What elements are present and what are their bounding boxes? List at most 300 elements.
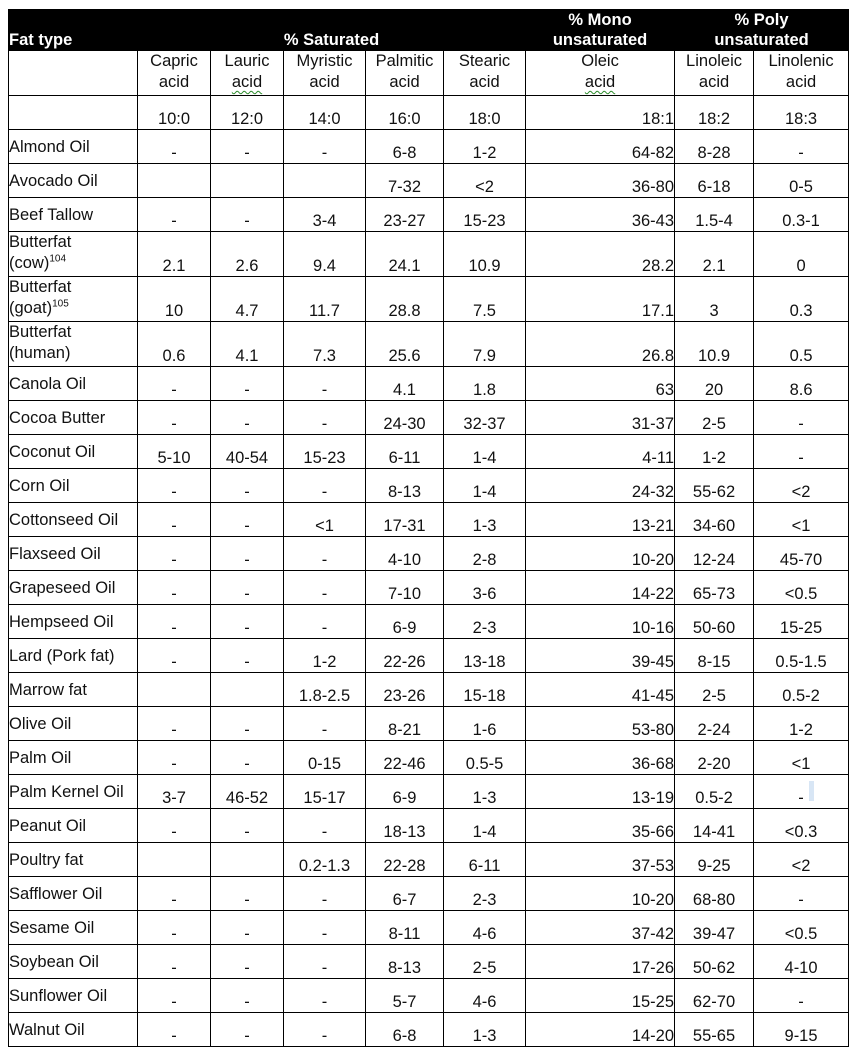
fat-name: Sunflower Oil	[9, 986, 108, 1005]
table-row	[9, 435, 849, 469]
value-cell: 8-13	[366, 945, 444, 979]
fat-name: Canola Oil	[9, 374, 87, 393]
value-cell: 0.5-1.5	[754, 639, 849, 673]
fat-name: Walnut Oil	[9, 1020, 85, 1039]
table-row	[9, 232, 849, 277]
value-cell: -	[138, 1013, 211, 1047]
value-cell: -	[284, 605, 366, 639]
value-cell: 8-13	[366, 469, 444, 503]
value-cell: 6-9	[366, 775, 444, 809]
value-cell: 1-3	[444, 503, 526, 537]
table-row	[9, 979, 849, 1013]
value-cell: -	[284, 571, 366, 605]
acid-name-line-2: acid	[158, 73, 190, 91]
value-cell: -	[138, 877, 211, 911]
table-row	[9, 741, 849, 775]
value-cell: 68-80	[675, 877, 754, 911]
acid-name-line-1: Palmitic	[375, 52, 434, 70]
fat-name-cell	[9, 639, 138, 673]
value-cell: -	[284, 911, 366, 945]
table-row	[9, 775, 849, 809]
value-cell: 2-5	[444, 945, 526, 979]
value-cell: -	[138, 911, 211, 945]
fat-name-qualifier: (goat)	[9, 299, 53, 317]
value-cell: -	[211, 945, 284, 979]
value-cell: 2-3	[444, 605, 526, 639]
value-cell: 2-8	[444, 537, 526, 571]
fat-name-cell	[9, 673, 138, 707]
value-cell: 11.7	[284, 277, 366, 322]
value-cell: 6-11	[366, 435, 444, 469]
table-row	[9, 673, 849, 707]
table-row	[9, 469, 849, 503]
value-cell: -	[211, 537, 284, 571]
acid-code-cell: 18:3	[754, 96, 849, 130]
value-cell: -	[138, 130, 211, 164]
acid-name-line-1: Capric	[150, 52, 198, 70]
value-cell: 1.8-2.5	[284, 673, 366, 707]
value-cell: -	[138, 707, 211, 741]
acid-name-line-2: acid	[469, 73, 500, 91]
acid-name-line-1: Linolenic	[768, 52, 834, 70]
value-cell: 0-15	[284, 741, 366, 775]
fat-name-cell	[9, 232, 138, 277]
value-cell: -	[138, 605, 211, 639]
fat-name-cell	[9, 367, 138, 401]
value-cell: -	[284, 537, 366, 571]
acid-name-line-2: acid	[389, 73, 420, 91]
value-cell: 14-20	[526, 1013, 675, 1047]
fat-name-cell	[9, 164, 138, 198]
fat-name: Poultry fat	[9, 850, 84, 869]
value-cell: 1-2	[444, 130, 526, 164]
value-cell: 3-7	[138, 775, 211, 809]
fat-name-cell	[9, 198, 138, 232]
value-cell: 9-15	[754, 1013, 849, 1047]
table-row	[9, 503, 849, 537]
acid-name-cell	[675, 51, 754, 96]
value-cell: -	[138, 945, 211, 979]
value-cell: 6-7	[366, 877, 444, 911]
value-cell: -	[211, 605, 284, 639]
fat-name-cell	[9, 435, 138, 469]
value-cell: 62-70	[675, 979, 754, 1013]
poly-header-line-2: unsaturated	[714, 31, 809, 49]
value-cell: 8-28	[675, 130, 754, 164]
value-cell: 2.1	[138, 232, 211, 277]
value-cell: 8-21	[366, 707, 444, 741]
value-cell: -	[211, 707, 284, 741]
acid-name-cell	[444, 51, 526, 96]
value-cell: 17.1	[526, 277, 675, 322]
value-cell: 4-10	[754, 945, 849, 979]
acid-name-cell	[754, 51, 849, 96]
value-cell: 7-32	[366, 164, 444, 198]
value-cell: 0.5-2	[754, 673, 849, 707]
value-cell: -	[138, 979, 211, 1013]
value-cell: 55-65	[675, 1013, 754, 1047]
value-cell: 50-62	[675, 945, 754, 979]
value-cell: 6-18	[675, 164, 754, 198]
value-cell: -	[211, 809, 284, 843]
value-cell: 22-26	[366, 639, 444, 673]
acid-code-cell: 14:0	[284, 96, 366, 130]
value-cell: -	[754, 130, 849, 164]
acid-code-cell: 16:0	[366, 96, 444, 130]
acid-name-line-1: Stearic	[458, 52, 511, 70]
value-cell: 1-2	[754, 707, 849, 741]
value-cell: -	[138, 367, 211, 401]
value-cell: 37-42	[526, 911, 675, 945]
value-cell: 1.8	[444, 367, 526, 401]
fat-name-qualifier-line	[9, 298, 137, 319]
table-row	[9, 367, 849, 401]
fat-name-cell	[9, 605, 138, 639]
value-cell: <1	[284, 503, 366, 537]
value-cell: 6-11	[444, 843, 526, 877]
value-cell: 15-23	[444, 198, 526, 232]
value-cell: 18-13	[366, 809, 444, 843]
acid-code-cell: 18:1	[526, 96, 675, 130]
table-row	[9, 198, 849, 232]
value-cell: 8-15	[675, 639, 754, 673]
fat-name-cell	[9, 277, 138, 322]
mono-header-line-1: % Mono	[568, 11, 632, 29]
fat-name: Flaxseed Oil	[9, 544, 101, 563]
value-cell: 5-10	[138, 435, 211, 469]
acid-name-line-2	[526, 72, 674, 93]
value-cell: 10-20	[526, 877, 675, 911]
value-cell: 65-73	[675, 571, 754, 605]
acid-code-cell: 18:2	[675, 96, 754, 130]
acid-name-cell	[526, 51, 675, 96]
value-cell: -	[211, 401, 284, 435]
value-cell: 13-19	[526, 775, 675, 809]
acid-name-line-2: acid	[698, 73, 730, 91]
value-cell: 39-47	[675, 911, 754, 945]
acid-name-row	[9, 51, 849, 96]
fat-name: Grapeseed Oil	[9, 578, 116, 597]
fat-name-cell	[9, 1013, 138, 1047]
value-cell	[138, 843, 211, 877]
fat-name-cell	[9, 537, 138, 571]
value-cell: 4.7	[211, 277, 284, 322]
value-cell	[211, 843, 284, 877]
value-cell: 0.3	[754, 277, 849, 322]
acid-name-line-1: Linoleic	[686, 52, 743, 70]
value-cell: 1-6	[444, 707, 526, 741]
value-cell: 25.6	[366, 322, 444, 367]
table-row	[9, 843, 849, 877]
value-cell: -	[138, 741, 211, 775]
fat-name-qualifier-line	[9, 343, 137, 364]
value-cell: 10-16	[526, 605, 675, 639]
fat-name: Lard (Pork fat)	[9, 646, 115, 665]
fat-name: Beef Tallow	[9, 205, 94, 224]
value-cell: -	[211, 639, 284, 673]
fat-name-cell	[9, 911, 138, 945]
value-cell: 35-66	[526, 809, 675, 843]
table-row	[9, 322, 849, 367]
value-cell: -	[211, 367, 284, 401]
value-cell: -	[138, 198, 211, 232]
value-cell: <0.3	[754, 809, 849, 843]
value-cell: 2-3	[444, 877, 526, 911]
value-cell: -	[211, 911, 284, 945]
value-cell: 63	[526, 367, 675, 401]
value-cell: 10-20	[526, 537, 675, 571]
saturated-group-header: % Saturated	[138, 10, 526, 51]
acid-name-blank	[9, 51, 138, 96]
value-cell	[138, 673, 211, 707]
fat-name: Butterfat	[9, 278, 72, 296]
value-cell: 6-9	[366, 605, 444, 639]
spellcheck-underline: acid	[231, 73, 263, 91]
value-cell: 28.2	[526, 232, 675, 277]
value-cell: 14-41	[675, 809, 754, 843]
value-cell: 22-28	[366, 843, 444, 877]
value-cell: 3-6	[444, 571, 526, 605]
value-cell: -	[138, 503, 211, 537]
value-cell: -	[211, 130, 284, 164]
table-row	[9, 809, 849, 843]
value-cell: 10	[138, 277, 211, 322]
value-cell: 15-17	[284, 775, 366, 809]
value-cell: -	[284, 130, 366, 164]
value-cell: 41-45	[526, 673, 675, 707]
table-row	[9, 877, 849, 911]
fat-name: Sesame Oil	[9, 918, 95, 937]
fat-name-cell	[9, 130, 138, 164]
acid-name-line-1: Oleic	[581, 52, 619, 70]
value-cell: 9.4	[284, 232, 366, 277]
value-cell: 1-2	[284, 639, 366, 673]
value-cell: -	[211, 503, 284, 537]
value-cell: 13-18	[444, 639, 526, 673]
value-cell: -	[284, 809, 366, 843]
fat-type-header: Fat type	[9, 10, 138, 51]
value-cell: 0.3-1	[754, 198, 849, 232]
table-row	[9, 911, 849, 945]
value-cell: 15-25	[754, 605, 849, 639]
acid-name-cell	[366, 51, 444, 96]
fat-name: Peanut Oil	[9, 816, 87, 835]
value-cell: 23-27	[366, 198, 444, 232]
value-cell: 2-5	[675, 401, 754, 435]
value-cell: -	[284, 367, 366, 401]
value-cell: -	[138, 469, 211, 503]
table-row	[9, 605, 849, 639]
fat-name: Hempseed Oil	[9, 612, 114, 631]
fat-name-cell	[9, 401, 138, 435]
value-cell: 1-3	[444, 1013, 526, 1047]
acid-name-line-2	[211, 72, 283, 93]
value-cell: 45-70	[754, 537, 849, 571]
value-cell: -	[754, 877, 849, 911]
value-cell: 5-7	[366, 979, 444, 1013]
fat-name: Cocoa Butter	[9, 408, 106, 427]
fat-name: Cottonseed Oil	[9, 510, 119, 529]
value-cell: -	[138, 537, 211, 571]
fat-name: Soybean Oil	[9, 952, 99, 971]
value-cell: 4.1	[211, 322, 284, 367]
value-cell: 28.8	[366, 277, 444, 322]
value-cell: 4-11	[526, 435, 675, 469]
value-cell: 31-37	[526, 401, 675, 435]
value-cell: <0.5	[754, 571, 849, 605]
fat-name-cell	[9, 469, 138, 503]
value-cell: 4.1	[366, 367, 444, 401]
value-cell: 7.3	[284, 322, 366, 367]
acid-code-row	[9, 96, 849, 130]
value-cell: 36-80	[526, 164, 675, 198]
value-cell: -	[211, 469, 284, 503]
value-cell: 0.6	[138, 322, 211, 367]
value-cell: 26.8	[526, 322, 675, 367]
value-cell: 39-45	[526, 639, 675, 673]
value-cell: 1-4	[444, 809, 526, 843]
value-cell: -	[284, 877, 366, 911]
fat-name: Olive Oil	[9, 714, 72, 733]
fat-name-cell	[9, 945, 138, 979]
value-cell: 8-11	[366, 911, 444, 945]
value-cell: 53-80	[526, 707, 675, 741]
value-cell: 13-21	[526, 503, 675, 537]
poly-header-line-1: % Poly	[734, 11, 789, 29]
value-cell: 12-24	[675, 537, 754, 571]
fat-name: Corn Oil	[9, 476, 70, 495]
fat-name: Palm Oil	[9, 748, 72, 767]
value-cell: 0.5-5	[444, 741, 526, 775]
acid-name-cell	[138, 51, 211, 96]
value-cell: 24-32	[526, 469, 675, 503]
value-cell: -	[754, 775, 849, 809]
value-cell: 23-26	[366, 673, 444, 707]
value-cell: 1-2	[675, 435, 754, 469]
value-cell: 24.1	[366, 232, 444, 277]
value-cell: 8.6	[754, 367, 849, 401]
fat-name-cell	[9, 877, 138, 911]
fat-name-cell	[9, 707, 138, 741]
fat-name-cell	[9, 322, 138, 367]
value-cell: 14-22	[526, 571, 675, 605]
value-cell	[211, 673, 284, 707]
value-cell: 32-37	[444, 401, 526, 435]
acid-code-cell: 10:0	[138, 96, 211, 130]
value-cell: 64-82	[526, 130, 675, 164]
fat-name: Butterfat	[9, 323, 72, 341]
acid-code-cell: 12:0	[211, 96, 284, 130]
value-cell: 6-8	[366, 130, 444, 164]
value-cell: 36-43	[526, 198, 675, 232]
value-cell	[211, 164, 284, 198]
value-cell: 36-68	[526, 741, 675, 775]
value-cell: -	[138, 401, 211, 435]
value-cell: 0.5	[754, 322, 849, 367]
value-cell: 34-60	[675, 503, 754, 537]
value-cell: -	[284, 469, 366, 503]
value-cell: 7.5	[444, 277, 526, 322]
value-cell: 55-62	[675, 469, 754, 503]
value-cell: 20	[675, 367, 754, 401]
value-cell: 37-53	[526, 843, 675, 877]
value-cell: 4-6	[444, 979, 526, 1013]
fat-name-cell	[9, 503, 138, 537]
value-cell: -	[284, 401, 366, 435]
fat-name-cell	[9, 741, 138, 775]
value-cell: -	[754, 401, 849, 435]
fat-name-cell	[9, 843, 138, 877]
value-cell: -	[284, 707, 366, 741]
fat-name: Butterfat	[9, 233, 72, 251]
value-cell	[284, 164, 366, 198]
acid-name-line-1: Myristic	[296, 52, 353, 70]
value-cell: 1-3	[444, 775, 526, 809]
value-cell: 15-25	[526, 979, 675, 1013]
fat-name: Palm Kernel Oil	[9, 782, 124, 801]
fat-name: Marrow fat	[9, 680, 87, 699]
value-cell: 17-31	[366, 503, 444, 537]
value-cell: 3	[675, 277, 754, 322]
value-cell: -	[211, 877, 284, 911]
value-cell: 1-4	[444, 435, 526, 469]
acid-name-line-2: acid	[785, 73, 817, 91]
value-cell: 2.1	[675, 232, 754, 277]
value-cell: -	[284, 1013, 366, 1047]
table-row	[9, 707, 849, 741]
fat-name-qualifier: (cow)	[9, 254, 50, 272]
value-cell: <1	[754, 503, 849, 537]
acid-code-cell: 18:0	[444, 96, 526, 130]
value-cell: <2	[754, 843, 849, 877]
edge-mark	[809, 781, 814, 801]
value-cell: 2-5	[675, 673, 754, 707]
fat-name-qualifier-line	[9, 253, 137, 274]
value-cell	[138, 164, 211, 198]
value-cell: 7.9	[444, 322, 526, 367]
value-cell: -	[284, 979, 366, 1013]
fat-name-qualifier: (human)	[9, 344, 71, 362]
value-cell: 15-23	[284, 435, 366, 469]
value-cell: 4-10	[366, 537, 444, 571]
value-cell: 2-20	[675, 741, 754, 775]
value-cell: 2-24	[675, 707, 754, 741]
value-cell: 10.9	[444, 232, 526, 277]
acid-name-line-1: Lauric	[224, 52, 270, 70]
value-cell: <0.5	[754, 911, 849, 945]
value-cell: -	[754, 979, 849, 1013]
value-cell: -	[284, 945, 366, 979]
value-cell: -	[211, 741, 284, 775]
fat-name-cell	[9, 775, 138, 809]
value-cell: 1-4	[444, 469, 526, 503]
value-cell: -	[211, 979, 284, 1013]
mono-header-line-2: unsaturated	[552, 31, 648, 49]
fat-name: Coconut Oil	[9, 442, 96, 461]
value-cell: 0	[754, 232, 849, 277]
value-cell: 7-10	[366, 571, 444, 605]
poly-unsaturated-group-header	[675, 10, 849, 51]
fat-name-cell	[9, 571, 138, 605]
value-cell: 6-8	[366, 1013, 444, 1047]
value-cell: 24-30	[366, 401, 444, 435]
value-cell: 46-52	[211, 775, 284, 809]
value-cell: 1.5-4	[675, 198, 754, 232]
value-cell: 9-25	[675, 843, 754, 877]
table-row	[9, 1013, 849, 1047]
value-cell: 0.5-2	[675, 775, 754, 809]
fat-composition-table	[8, 9, 849, 1047]
